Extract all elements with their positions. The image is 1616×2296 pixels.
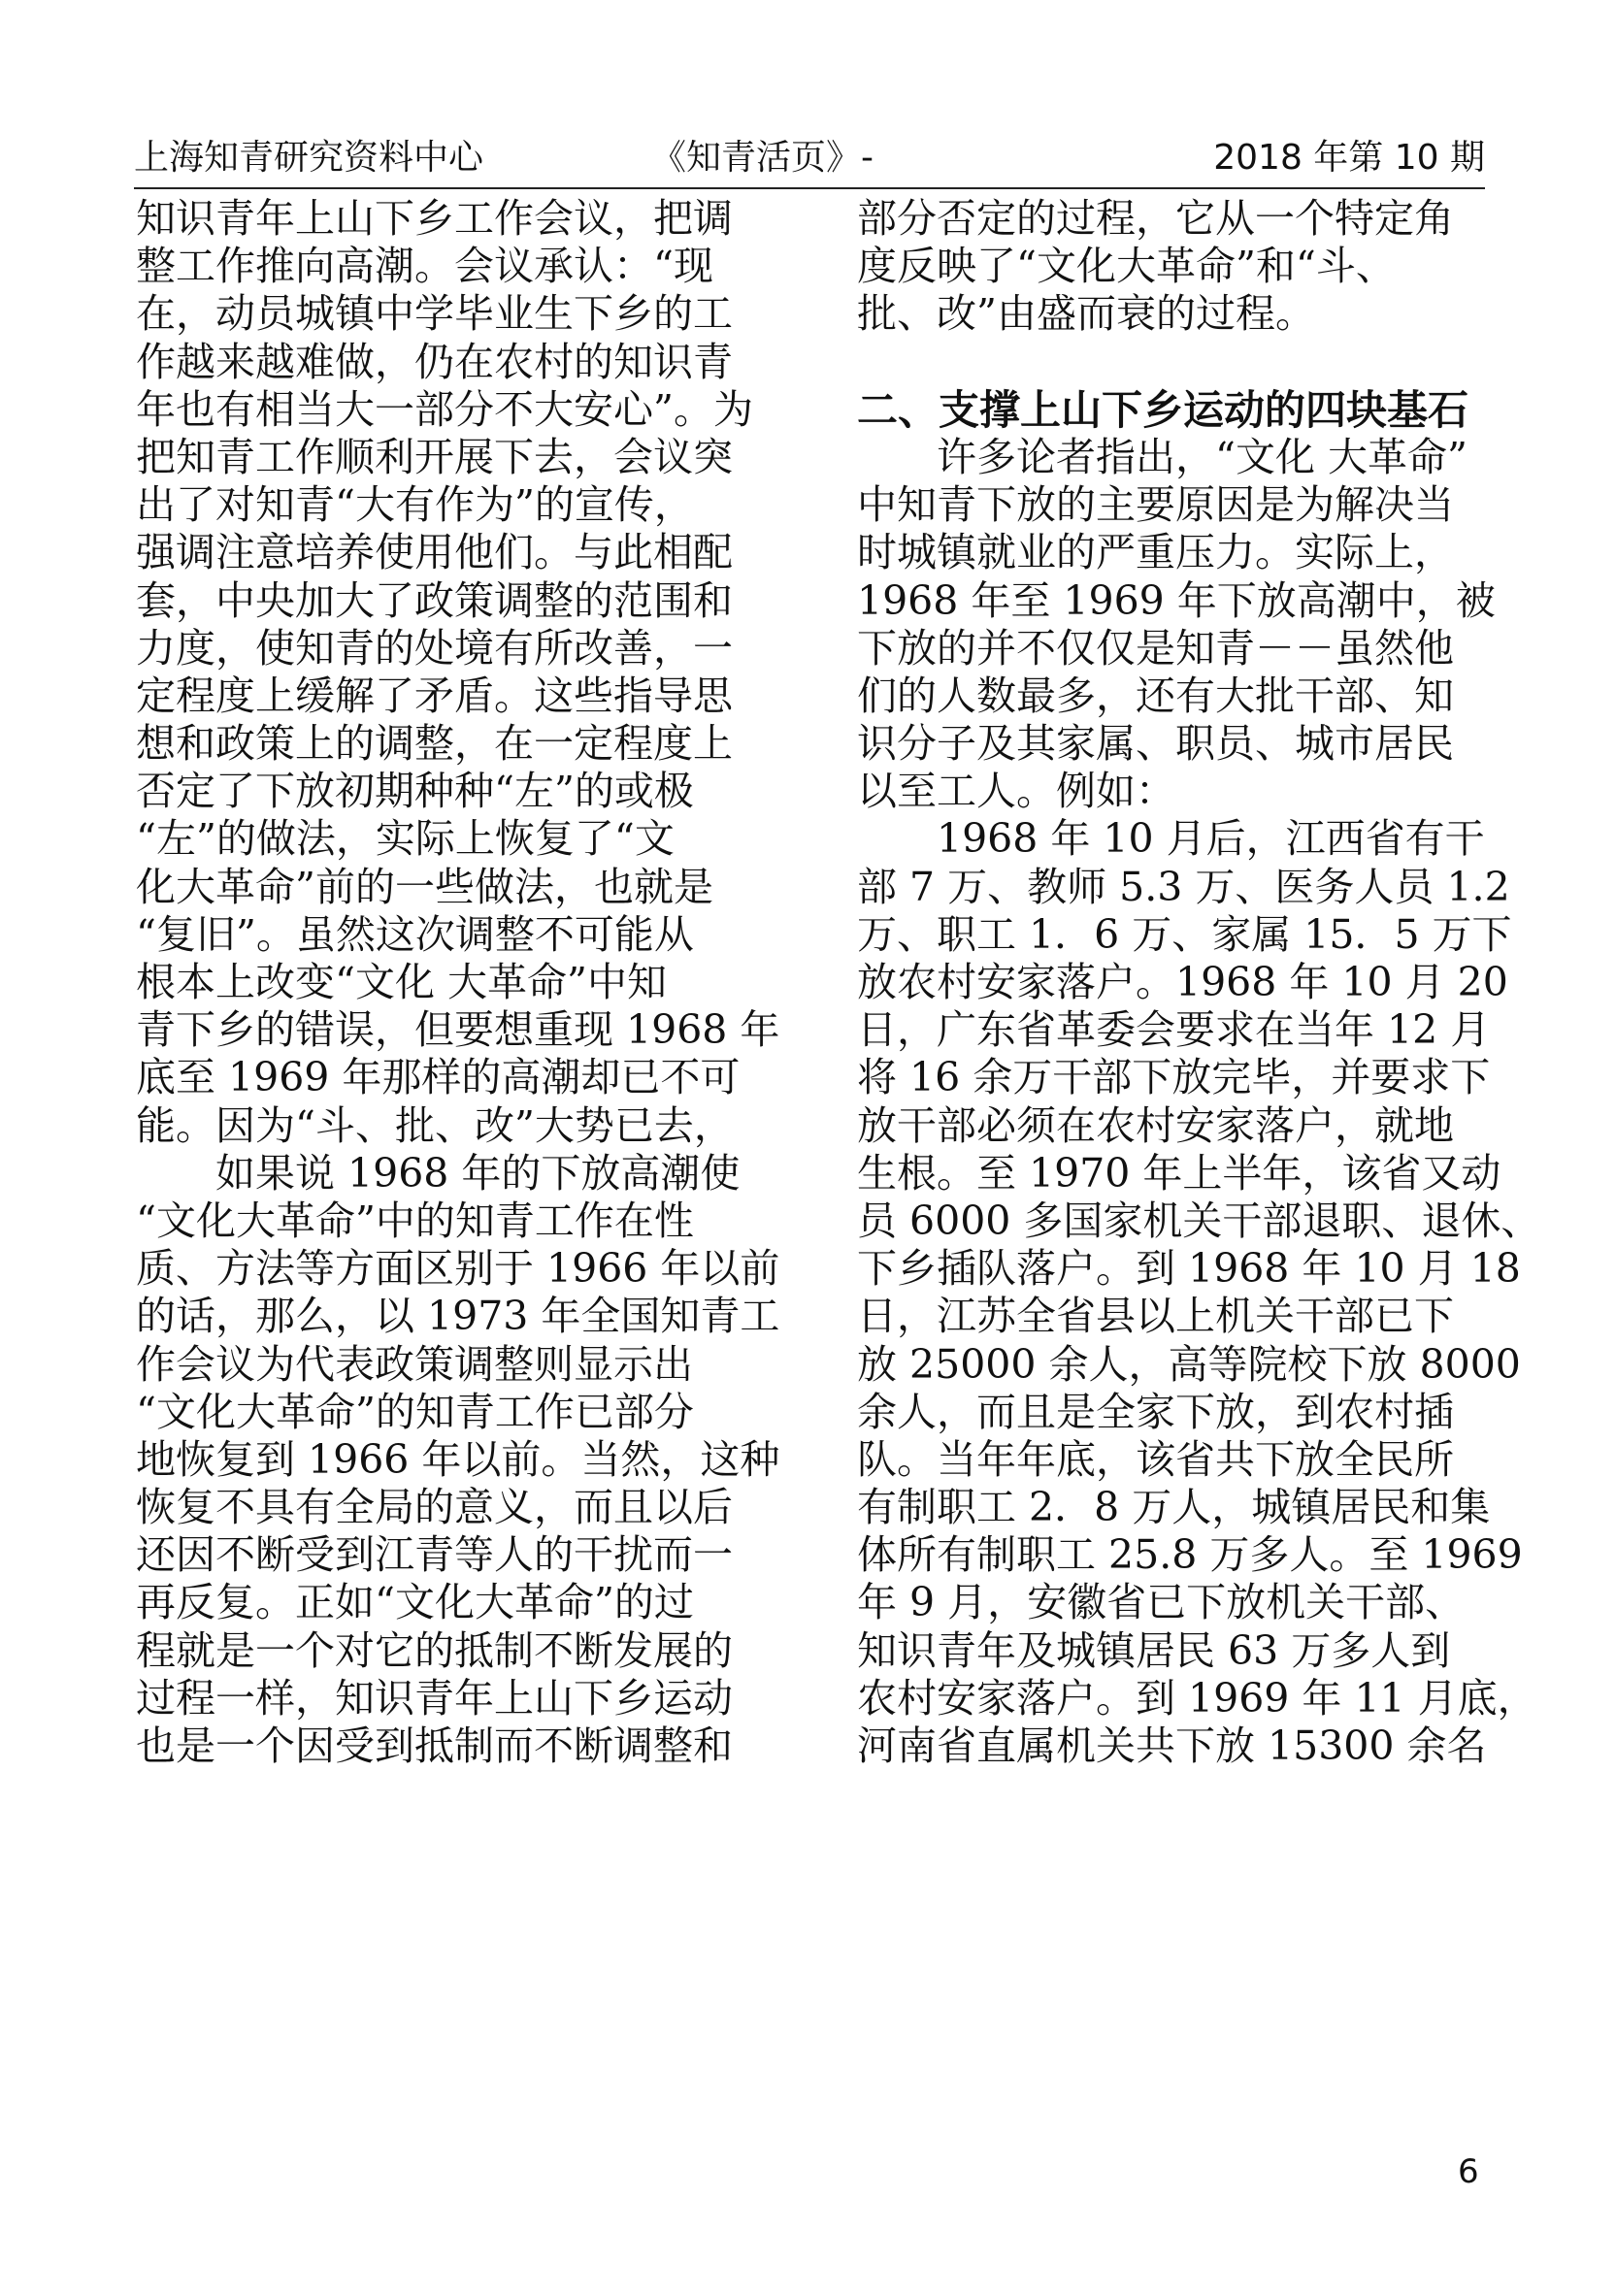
text-line: “文化大革命”的知青工作已部分	[136, 1388, 694, 1435]
text-line: 度反映了“文化大革命”和“斗、	[857, 243, 1396, 290]
text-line: 知识青年及城镇居民 63 万多人到	[857, 1626, 1451, 1674]
header-rule	[134, 187, 1485, 189]
text-line: 质、方法等方面区别于 1966 年以前	[136, 1245, 780, 1293]
text-line: 年也有相当大一部分不大安心”。为	[136, 385, 753, 433]
text-line: 出了对知青“大有作为”的宣传，	[136, 481, 694, 529]
text-line: 力度，使知青的处境有所改善，一	[136, 624, 733, 672]
text-line: 强调注意培养使用他们。与此相配	[136, 529, 733, 576]
text-line: 许多论者指出，“文化 大革命”	[857, 433, 1468, 480]
text-line: 批、改”由盛而衰的过程。	[857, 290, 1315, 338]
text-line: 作会议为代表政策调整则显示出	[136, 1340, 693, 1388]
section-spacer	[857, 339, 1498, 386]
text-line: 下乡插队落户。到 1968 年 10 月 18	[857, 1245, 1521, 1293]
page-header	[134, 134, 1485, 182]
text-line: 员 6000 多国家机关干部退职、退休、	[857, 1197, 1541, 1244]
text-line: “文化大革命”中的知青工作在性	[136, 1197, 694, 1244]
text-line: 1968 年至 1969 年下放高潮中，被	[857, 576, 1496, 624]
text-line: 识分子及其家属、职员、城市居民	[857, 720, 1454, 768]
text-line: 如果说 1968 年的下放高潮使	[136, 1149, 741, 1197]
text-line: 河南省直属机关共下放 15300 余名	[857, 1722, 1487, 1769]
text-line: 下放的并不仅仅是知青－－虽然他	[857, 624, 1454, 672]
text-line: 作越来越难做，仍在农村的知识青	[136, 338, 733, 385]
text-line: 体所有制职工 25.8 万多人。至 1969	[857, 1531, 1523, 1579]
text-line: 日，广东省革委会要求在当年 12 月	[857, 1006, 1491, 1054]
text-line: 恢复不具有全局的意义，而且以后	[136, 1484, 733, 1531]
right-column	[857, 195, 1541, 1770]
header-source: 上海知青研究资料中心	[134, 138, 484, 178]
text-line: 程就是一个对它的抵制不断发展的	[136, 1626, 733, 1674]
text-line: 部分否定的过程，它从一个特定角	[857, 195, 1454, 242]
text-line: 底至 1969 年那样的高潮却已不可	[136, 1054, 741, 1101]
text-line: 日，江苏全省县以上机关干部已下	[857, 1293, 1454, 1340]
text-line: 在，动员城镇中学毕业生下乡的工	[136, 290, 733, 338]
header-publication: 《知青活页》-	[651, 138, 874, 178]
text-line: 地恢复到 1966 年以前。当然，这种	[136, 1435, 780, 1483]
text-line: 根本上改变“文化 大革命”中知	[136, 959, 667, 1005]
text-line: 余人，而且是全家下放，到农村插	[857, 1388, 1454, 1435]
text-line: 也是一个因受到抵制而不断调整和	[136, 1722, 733, 1769]
text-line: 时城镇就业的严重压力。实际上，	[857, 529, 1454, 576]
text-line: “左”的做法，实际上恢复了“文	[136, 815, 675, 863]
text-line: 农村安家落户。到 1969 年 11 月底，	[857, 1674, 1537, 1722]
header-issue: 2018 年第 10 期	[1213, 138, 1485, 178]
text-line: 1968 年 10 月后，江西省有干	[857, 815, 1485, 863]
text-line: 们的人数最多，还有大批干部、知	[857, 672, 1454, 719]
text-line: 化大革命”前的一些做法，也就是	[136, 863, 713, 910]
text-line: 放 25000 余人，高等院校下放 8000	[857, 1340, 1521, 1388]
text-line: 整工作推向高潮。会议承认：“现	[136, 243, 713, 290]
text-line: 知识青年上山下乡工作会议，把调	[136, 195, 733, 242]
page-number: 6	[1458, 2152, 1479, 2191]
section-heading: 二、支撑上山下乡运动的四块基石	[857, 385, 1469, 434]
text-line: 年 9 月，安徽省已下放机关干部、	[857, 1579, 1466, 1626]
text-line: 定程度上缓解了矛盾。这些指导思	[136, 672, 733, 719]
text-line: 放干部必须在农村安家落户，就地	[857, 1101, 1454, 1149]
text-line: 否定了下放初期种种“左”的或极	[136, 768, 694, 815]
text-line: 能。因为“斗、批、改”大势已去，	[136, 1101, 734, 1149]
text-line: 队。当年年底，该省共下放全民所	[857, 1435, 1454, 1483]
text-line: 青下乡的错误，但要想重现 1968 年	[136, 1006, 780, 1054]
right-column-top-text	[857, 195, 1498, 339]
text-line: 生根。至 1970 年上半年，该省又动	[857, 1149, 1501, 1197]
text-line: 以至工人。例如：	[857, 768, 1175, 815]
text-line: 的话，那么，以 1973 年全国知青工	[136, 1293, 780, 1340]
left-column	[136, 195, 780, 1770]
text-line: 将 16 余万干部下放完毕，并要求下	[857, 1054, 1491, 1101]
text-line: 再反复。正如“文化大革命”的过	[136, 1579, 694, 1626]
text-line: 还因不断受到江青等人的干扰而一	[136, 1531, 733, 1579]
right-column-body-text	[857, 433, 1541, 1770]
text-line: 把知青工作顺利开展下去，会议突	[136, 433, 733, 480]
text-line: 万、职工 1．6 万、家属 15．5 万下	[857, 910, 1512, 958]
text-line: 放农村安家落户。1968 年 10 月 20	[857, 959, 1508, 1005]
text-line: 部 7 万、教师 5.3 万、医务人员 1.2	[857, 863, 1510, 910]
text-line: 中知青下放的主要原因是为解决当	[857, 481, 1454, 529]
text-line: 过程一样，知识青年上山下乡运动	[136, 1674, 733, 1722]
text-line: 想和政策上的调整，在一定程度上	[136, 720, 733, 768]
text-line: 套，中央加大了政策调整的范围和	[136, 576, 733, 624]
text-line: “复旧”。虽然这次调整不可能从	[136, 910, 694, 958]
text-line: 有制职工 2．8 万人，城镇居民和集	[857, 1484, 1491, 1531]
